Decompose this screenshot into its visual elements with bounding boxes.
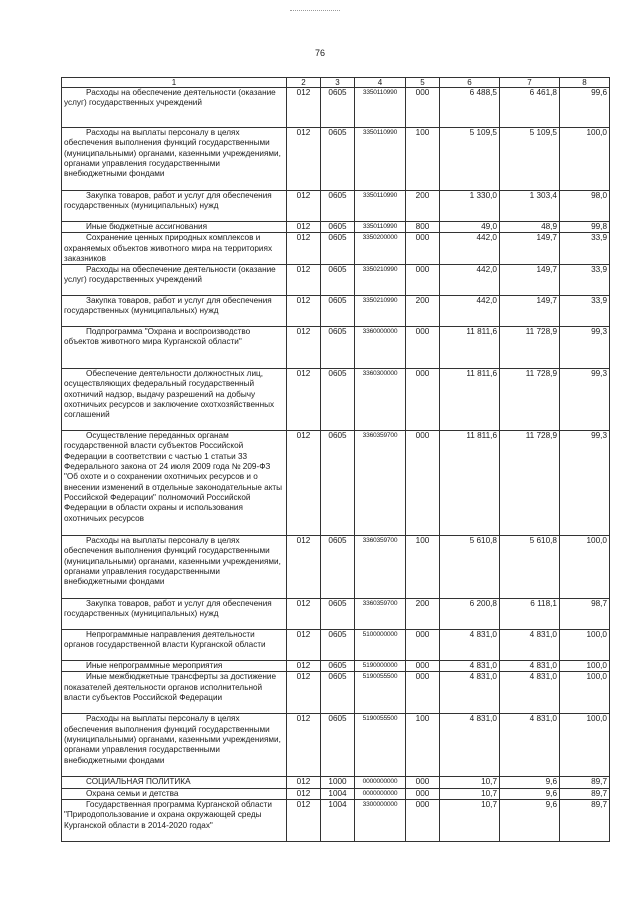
table-row xyxy=(62,800,610,842)
row-section-code: 1000 xyxy=(321,777,355,788)
row-execution-percent: 99,3 xyxy=(560,431,610,536)
row-execution-percent: 99,8 xyxy=(560,222,610,233)
row-section-code: 0605 xyxy=(321,296,355,327)
row-executed-amount: 4 831,0 xyxy=(500,630,560,661)
row-target-item-code: 5100000000 xyxy=(355,630,406,661)
table-row xyxy=(62,599,610,630)
table-row xyxy=(62,191,610,222)
row-expense-type-code: 000 xyxy=(406,265,440,296)
row-approved-amount: 4 831,0 xyxy=(440,630,500,661)
row-name-cell xyxy=(62,369,287,431)
table-row xyxy=(62,661,610,672)
row-ministry-code: 012 xyxy=(287,661,321,672)
row-expense-type-code: 000 xyxy=(406,369,440,431)
row-execution-percent: 100,0 xyxy=(560,672,610,714)
row-ministry-code: 012 xyxy=(287,191,321,222)
row-ministry-code: 012 xyxy=(287,233,321,265)
row-executed-amount: 9,6 xyxy=(500,777,560,788)
row-section-code: 0605 xyxy=(321,88,355,128)
table-row xyxy=(62,88,610,128)
row-target-item-code: 5190055500 xyxy=(355,714,406,777)
row-name-cell xyxy=(62,777,287,788)
row-execution-percent: 99,6 xyxy=(560,88,610,128)
row-approved-amount: 11 811,6 xyxy=(440,369,500,431)
row-name-cell xyxy=(62,327,287,369)
row-executed-amount: 4 831,0 xyxy=(500,661,560,672)
row-target-item-code: 0000000000 xyxy=(355,777,406,788)
row-target-item-code: 3350200000 xyxy=(355,233,406,265)
row-executed-amount: 9,6 xyxy=(500,800,560,842)
row-expense-type-code: 100 xyxy=(406,128,440,191)
row-name-text: Иные непрограммные мероприятия xyxy=(86,661,223,671)
row-target-item-code: 3360359700 xyxy=(355,431,406,536)
row-name-text: Расходы на выплаты персоналу в целях обеспечения выполнения функций государственными (муниципальными) органами, казенными учреждениями, органами управления государственными внебюджетными фондами xyxy=(64,714,281,765)
row-executed-amount: 11 728,9 xyxy=(500,327,560,369)
row-name-cell xyxy=(62,788,287,799)
row-name-cell xyxy=(62,714,287,777)
row-approved-amount: 10,7 xyxy=(440,777,500,788)
row-approved-amount: 5 610,8 xyxy=(440,536,500,599)
row-name-text: Обеспечение деятельности должностных лиц, осуществляющих федеральный государственный охотничий надзор, выдачу разрешений на добычу охотничьих ресурсов и заключение охотхозяйственных соглашений xyxy=(64,369,275,420)
row-name-cell xyxy=(62,599,287,630)
row-name-text: Сохранение ценных природных комплексов и охраняемых объектов животного мира на территориях заказников xyxy=(64,233,273,263)
row-ministry-code: 012 xyxy=(287,788,321,799)
row-target-item-code: 3350110990 xyxy=(355,222,406,233)
row-name-text: Подпрограмма "Охрана и воспроизводство объектов животного мира Курганской области" xyxy=(64,327,251,347)
header-cell-approved: 6 xyxy=(440,78,500,88)
row-ministry-code: 012 xyxy=(287,536,321,599)
row-execution-percent: 98,7 xyxy=(560,599,610,630)
row-approved-amount: 442,0 xyxy=(440,296,500,327)
row-execution-percent: 98,0 xyxy=(560,191,610,222)
row-name-text: Иные межбюджетные трансферты за достижение показателей деятельности органов исполнительной власти субъектов Российской Федерации xyxy=(64,672,277,703)
row-ministry-code: 012 xyxy=(287,265,321,296)
row-ministry-code: 012 xyxy=(287,800,321,842)
row-name-cell xyxy=(62,431,287,536)
header-cell-section: 3 xyxy=(321,78,355,88)
row-section-code: 0605 xyxy=(321,191,355,222)
header-cell-ministry: 2 xyxy=(287,78,321,88)
row-execution-percent: 100,0 xyxy=(560,661,610,672)
row-target-item-code: 3350210990 xyxy=(355,296,406,327)
row-approved-amount: 5 109,5 xyxy=(440,128,500,191)
row-target-item-code: 3360000000 xyxy=(355,327,406,369)
row-section-code: 0605 xyxy=(321,661,355,672)
row-ministry-code: 012 xyxy=(287,672,321,714)
table-row xyxy=(62,714,610,777)
row-name-text: Охрана семьи и детства xyxy=(86,788,179,798)
row-approved-amount: 10,7 xyxy=(440,788,500,799)
row-executed-amount: 149,7 xyxy=(500,265,560,296)
row-name-text: Иные бюджетные ассигнования xyxy=(86,222,208,231)
row-name-cell xyxy=(62,296,287,327)
row-expense-type-code: 200 xyxy=(406,296,440,327)
row-ministry-code: 012 xyxy=(287,296,321,327)
row-ministry-code: 012 xyxy=(287,777,321,788)
row-expense-type-code: 000 xyxy=(406,88,440,128)
row-name-text: Осуществление переданных органам государственной власти субъектов Российской Федерации в соответствии с частью 1 статьи 33 Федерального закона от 24 июля 2009 года № 209-ФЗ "Об охоте и о сохранении охотничьих ресурсов и о внесении изменений в отдельные законодательные акты Российской Федерации" полномочий Российской Федерации в области охраны и использования охотничьих ресурсов xyxy=(64,431,283,523)
row-ministry-code: 012 xyxy=(287,714,321,777)
row-approved-amount: 4 831,0 xyxy=(440,661,500,672)
header-cell-percent: 8 xyxy=(560,78,610,88)
row-name-text: Закупка товаров, работ и услуг для обеспечения государственных (муниципальных) нужд xyxy=(64,296,272,316)
row-expense-type-code: 000 xyxy=(406,327,440,369)
table-body xyxy=(62,88,610,842)
row-ministry-code: 012 xyxy=(287,128,321,191)
header-cell-executed: 7 xyxy=(500,78,560,88)
row-approved-amount: 6 488,5 xyxy=(440,88,500,128)
table-row xyxy=(62,369,610,431)
row-name-text: Закупка товаров, работ и услуг для обеспечения государственных (муниципальных) нужд xyxy=(64,191,272,211)
row-name-text: Государственная программа Курганской области "Природопользование и охрана окружающей среды Курганской области в 2014-2020 годах" xyxy=(64,800,272,830)
row-ministry-code: 012 xyxy=(287,630,321,661)
row-expense-type-code: 200 xyxy=(406,599,440,630)
table-row xyxy=(62,536,610,599)
row-section-code: 0605 xyxy=(321,369,355,431)
row-executed-amount: 6 461,8 xyxy=(500,88,560,128)
budget-execution-table xyxy=(61,77,610,842)
row-expense-type-code: 200 xyxy=(406,191,440,222)
row-expense-type-code: 000 xyxy=(406,777,440,788)
table-row xyxy=(62,327,610,369)
row-section-code: 0605 xyxy=(321,672,355,714)
row-executed-amount: 149,7 xyxy=(500,296,560,327)
row-expense-type-code: 000 xyxy=(406,661,440,672)
table-row xyxy=(62,630,610,661)
row-approved-amount: 11 811,6 xyxy=(440,327,500,369)
page-number: 76 xyxy=(314,48,325,58)
row-execution-percent: 89,7 xyxy=(560,800,610,842)
row-target-item-code: 3360300000 xyxy=(355,369,406,431)
table-row xyxy=(62,296,610,327)
row-section-code: 0605 xyxy=(321,714,355,777)
row-section-code: 1004 xyxy=(321,788,355,799)
row-approved-amount: 442,0 xyxy=(440,265,500,296)
row-section-code: 1004 xyxy=(321,800,355,842)
row-approved-amount: 4 831,0 xyxy=(440,714,500,777)
row-executed-amount: 9,6 xyxy=(500,788,560,799)
row-executed-amount: 5 109,5 xyxy=(500,128,560,191)
table-row xyxy=(62,672,610,714)
row-approved-amount: 1 330,0 xyxy=(440,191,500,222)
header-cell-target-item: 4 xyxy=(355,78,406,88)
row-ministry-code: 012 xyxy=(287,222,321,233)
row-expense-type-code: 000 xyxy=(406,788,440,799)
table-header-row xyxy=(62,78,610,88)
row-expense-type-code: 000 xyxy=(406,800,440,842)
row-execution-percent: 33,9 xyxy=(560,296,610,327)
row-execution-percent: 100,0 xyxy=(560,128,610,191)
row-executed-amount: 4 831,0 xyxy=(500,672,560,714)
row-execution-percent: 100,0 xyxy=(560,630,610,661)
row-section-code: 0605 xyxy=(321,265,355,296)
row-name-cell xyxy=(62,672,287,714)
row-target-item-code: 3350110990 xyxy=(355,128,406,191)
row-executed-amount: 48,9 xyxy=(500,222,560,233)
row-expense-type-code: 000 xyxy=(406,672,440,714)
row-approved-amount: 442,0 xyxy=(440,233,500,265)
row-execution-percent: 99,3 xyxy=(560,369,610,431)
row-name-text: Расходы на выплаты персоналу в целях обеспечения выполнения функций государственными (муниципальными) органами, казенными учреждениями, органами управления государственными внебюджетными фондами xyxy=(64,128,281,179)
row-executed-amount: 5 610,8 xyxy=(500,536,560,599)
row-expense-type-code: 000 xyxy=(406,431,440,536)
row-ministry-code: 012 xyxy=(287,88,321,128)
header-cell-name: 1 xyxy=(62,78,287,88)
row-expense-type-code: 100 xyxy=(406,536,440,599)
row-execution-percent: 99,3 xyxy=(560,327,610,369)
row-executed-amount: 1 303,4 xyxy=(500,191,560,222)
row-target-item-code: 3350110990 xyxy=(355,191,406,222)
row-name-cell xyxy=(62,191,287,222)
row-name-cell xyxy=(62,128,287,191)
row-name-text: Расходы на выплаты персоналу в целях обеспечения выполнения функций государственными (муниципальными) органами, казенными учреждениями, органами управления государственными внебюджетными фондами xyxy=(64,536,281,587)
row-section-code: 0605 xyxy=(321,599,355,630)
row-approved-amount: 11 811,6 xyxy=(440,431,500,536)
row-section-code: 0605 xyxy=(321,233,355,265)
row-name-cell xyxy=(62,661,287,672)
row-execution-percent: 33,9 xyxy=(560,265,610,296)
row-approved-amount: 49,0 xyxy=(440,222,500,233)
row-name-text: Расходы на обеспечение деятельности (оказание услуг) государственных учреждений xyxy=(64,88,276,108)
row-execution-percent: 100,0 xyxy=(560,536,610,599)
row-ministry-code: 012 xyxy=(287,431,321,536)
row-name-text: СОЦИАЛЬНАЯ ПОЛИТИКА xyxy=(86,777,191,787)
row-name-text: Закупка товаров, работ и услуг для обеспечения государственных (муниципальных) нужд xyxy=(64,599,272,619)
row-approved-amount: 4 831,0 xyxy=(440,672,500,714)
row-target-item-code: 3360359700 xyxy=(355,536,406,599)
row-name-text: Непрограммные направления деятельности органов государственной власти Курганской области xyxy=(64,630,266,650)
row-name-cell xyxy=(62,222,287,233)
row-section-code: 0605 xyxy=(321,128,355,191)
row-section-code: 0605 xyxy=(321,536,355,599)
row-executed-amount: 11 728,9 xyxy=(500,431,560,536)
row-executed-amount: 4 831,0 xyxy=(500,714,560,777)
row-section-code: 0605 xyxy=(321,431,355,536)
row-approved-amount: 6 200,8 xyxy=(440,599,500,630)
row-execution-percent: 89,7 xyxy=(560,777,610,788)
row-name-cell xyxy=(62,630,287,661)
row-target-item-code: 0000000000 xyxy=(355,788,406,799)
table-row xyxy=(62,128,610,191)
table-row xyxy=(62,431,610,536)
row-name-cell xyxy=(62,88,287,128)
row-name-cell xyxy=(62,233,287,265)
row-ministry-code: 012 xyxy=(287,369,321,431)
table-row xyxy=(62,222,610,233)
row-section-code: 0605 xyxy=(321,630,355,661)
row-expense-type-code: 000 xyxy=(406,630,440,661)
row-name-text: Расходы на обеспечение деятельности (оказание услуг) государственных учреждений xyxy=(64,265,276,285)
row-name-cell xyxy=(62,800,287,842)
table-row xyxy=(62,788,610,799)
row-executed-amount: 11 728,9 xyxy=(500,369,560,431)
row-name-cell xyxy=(62,265,287,296)
row-target-item-code: 3300000000 xyxy=(355,800,406,842)
row-section-code: 0605 xyxy=(321,327,355,369)
row-expense-type-code: 000 xyxy=(406,233,440,265)
row-target-item-code: 3360359700 xyxy=(355,599,406,630)
row-target-item-code: 5190000000 xyxy=(355,661,406,672)
row-name-cell xyxy=(62,536,287,599)
table-row xyxy=(62,777,610,788)
page-top-mark xyxy=(290,10,340,17)
row-approved-amount: 10,7 xyxy=(440,800,500,842)
row-execution-percent: 89,7 xyxy=(560,788,610,799)
table-row xyxy=(62,233,610,265)
row-execution-percent: 33,9 xyxy=(560,233,610,265)
row-executed-amount: 149,7 xyxy=(500,233,560,265)
row-ministry-code: 012 xyxy=(287,327,321,369)
row-section-code: 0605 xyxy=(321,222,355,233)
row-ministry-code: 012 xyxy=(287,599,321,630)
row-execution-percent: 100,0 xyxy=(560,714,610,777)
row-target-item-code: 3350110990 xyxy=(355,88,406,128)
row-expense-type-code: 100 xyxy=(406,714,440,777)
row-target-item-code: 3350210990 xyxy=(355,265,406,296)
row-expense-type-code: 800 xyxy=(406,222,440,233)
row-executed-amount: 6 118,1 xyxy=(500,599,560,630)
table-row xyxy=(62,265,610,296)
row-target-item-code: 5190055500 xyxy=(355,672,406,714)
header-cell-expense-type: 5 xyxy=(406,78,440,88)
